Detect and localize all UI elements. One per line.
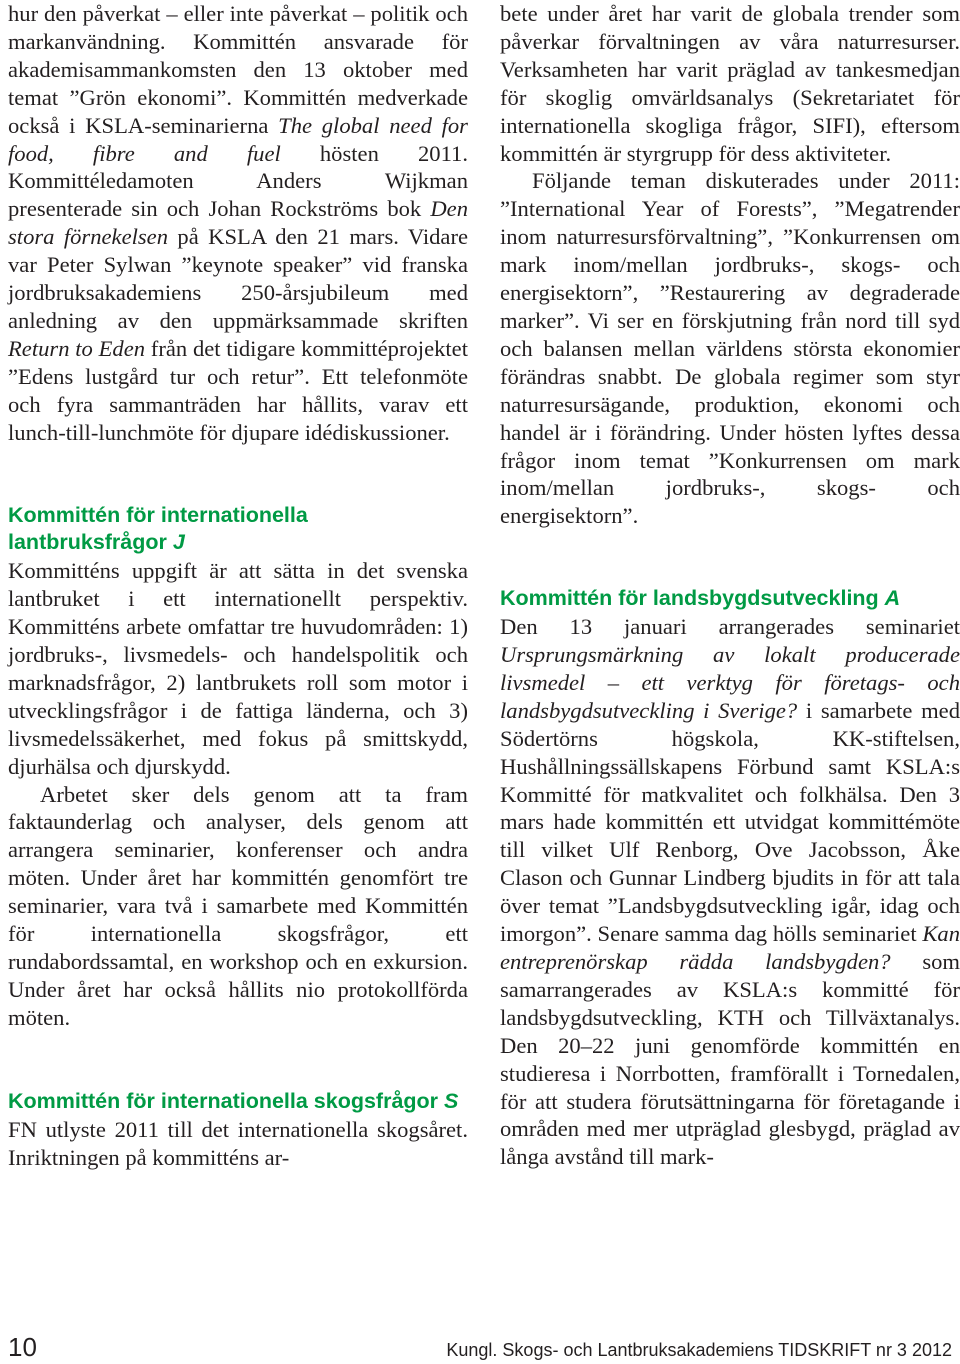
paragraph-forestry-year: FN utlyste 2011 till det internationella skogsåret. Inriktningen på kommitténs ar- bbox=[8, 1116, 468, 1170]
committee-code: S bbox=[444, 1088, 459, 1113]
committee-code: A bbox=[884, 586, 901, 611]
page-number: 10 bbox=[8, 1332, 37, 1362]
seminar-title: The global need for food, fibre and fuel bbox=[8, 112, 468, 166]
publication-title: Return to Eden bbox=[8, 335, 146, 361]
heading-rural-development: Kommittén för landsbygdsutveckling A bbox=[500, 586, 901, 611]
left-column bbox=[8, 0, 468, 1171]
paragraph-rural-development: Den 13 januari arrangerades seminariet Ursprungsmärkning av lokalt producerade livsmedel – ett verktyg för företags- och landsbygdsutveckling i Sverige? i samarbete med Södertörns högskola, KK-stiftelsen, Hushållningssällskapens Förbund samt KSLA:s Kommitté för matkvalitet och folkhälsa. Den 3 mars hade kommittén ett utvidgat kommittémöte till vilket Ulf Renborg, Ove Jacobsson, Åke Clason och Gunnar Lindberg bjudits in för att tala över temat ”Landsbygdsutveckling igår, idag och imorgon”. Senare samma dag hölls seminariet Kan entreprenörskap rädda landsbygden? som samarrangerades av KSLA:s kommitté för landsbygdsutveckling, KTH och Tillväxtanalys. Den 20–22 juni genomförde kommittén en studieresa i Norrbotten, framförallt i Tornedalen, för att studera förutsättningarna för företagande i områden med mer utpräglad glesbygd, präglad av långa avstånd till mark- bbox=[500, 614, 960, 1170]
paragraph-forestry-themes: Följande teman diskuterades under 2011: ”International Year of Forests”, ”Megatrender inom naturresursförvaltning”, ”Konkurrensen om mark inom/mellan jordbruks-, skogs- och energisektorn”, ”Restaurering av degraderade marker”. Vi ser en förskjutning från nord till syd och balansen mellan världens största ekonomier förändras snabbt. De globala regimer som styr naturresursägande, produktion, ekonomi och handel är i förändring. Under hösten lyftes dessa frågor inom temat ”Konkurrensen om mark inom/mellan jordbruks-, skogs- och energisektorn”. bbox=[500, 168, 960, 529]
paragraph-committee-intro: hur den påverkat – eller inte påverkat – politik och markanvändning. Kommittén ansvarade för akademisammankomsten den 13 oktober med temat ”Grön ekonomi”. Kommittén medverkade också i KSLA-seminarierna The global need for food, fibre and fuel hösten 2011. Kommittéledamoten Anders Wijkman presenterade sin och Johan Rockströms bok Den stora förnekelsen på KSLA den 21 mars. Vidare var Peter Sylwan ”keynote speaker” vid franska jordbruksakademiens 250-årsjubileum med anledning av den uppmärksammade skriften Return to Eden från det tidigare kommittéprojektet ”Edens lustgård tur och retur”. Ett telefonmöte och fyra sammanträden har hållits, varav ett lunch-till-lunchmöte för djupare idédiskussioner. bbox=[8, 1, 468, 445]
seminar-title: Ursprungsmärkning av lokalt producerade livsmedel – ett verktyg för företags- och landsbygdsutveckling i Sverige? bbox=[500, 642, 960, 723]
seminar-title: Kan entreprenörskap rädda landsbygden? bbox=[500, 921, 960, 974]
paragraph-forestry-trends: bete under året har varit de globala trender som påverkar förvaltningen av våra naturresurser. Verksamheten har varit präglad av tankesmedjan för skoglig omvärldsanalys (Sekretariatet för internationella skogliga frågor, SIFI), eftersom kommittén är styrgrupp för dess aktiviteter. bbox=[500, 1, 960, 166]
paragraph-agriculture-task: Kommitténs uppgift är att sätta in det svenska lantbruket i ett internationellt perspektiv. Kommitténs arbete omfattar tre huvudområden: 1) jordbruks-, livsmedels- och handelspolitik och marknadsfrågor, 2) lantbrukets roll som motor i utvecklingsfrågor i de fattiga länderna, och 3) livsmedelssäkerhet, med fokus på smittskydd, djurhälsa och djurskydd. bbox=[8, 558, 468, 779]
committee-code: J bbox=[172, 530, 185, 555]
heading-international-forestry: Kommittén för internationella skogsfrågor S bbox=[8, 1088, 459, 1113]
paragraph-agriculture-work: Arbetet sker dels genom att ta fram faktaunderlag och analyser, dels genom att arrangera seminarier, konferenser och andra möten. Under året har kommittén genomfört tre seminarier, vara två i samarbete med Kommittén för internationella skogsfrågor, ett rundabordssamtal, en workshop och en exkursion. Under året har också hållits nio protokollförda möten. bbox=[8, 781, 468, 1030]
journal-title: Kungl. Skogs- och Lantbruksakademiens TIDSKRIFT nr 3 2012 bbox=[446, 1340, 952, 1360]
page-footer bbox=[8, 1330, 952, 1364]
heading-international-agriculture: Kommittén för internationella lantbruksfrågor J bbox=[8, 502, 308, 555]
book-title: Den stora förnekelsen bbox=[8, 196, 468, 250]
right-column bbox=[500, 0, 960, 1171]
